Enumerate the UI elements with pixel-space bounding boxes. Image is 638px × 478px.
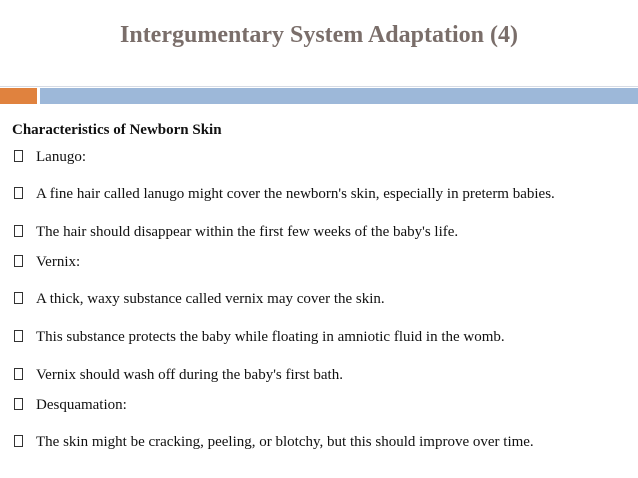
- square-bullet-icon: [14, 255, 23, 267]
- title-divider-line: [0, 86, 638, 87]
- bullet-text: The hair should disappear within the first few weeks of the baby's life.: [36, 224, 459, 240]
- square-bullet-icon: [14, 368, 23, 380]
- bullet-item: [14, 186, 555, 203]
- slide-title: Intergumentary System Adaptation (4): [120, 22, 518, 48]
- square-bullet-icon: [14, 398, 23, 410]
- bullet-item: [14, 329, 505, 346]
- accent-bar-blue: [40, 88, 638, 104]
- bullet-item: [14, 291, 385, 308]
- bullet-text: A thick, waxy substance called vernix may cover the skin.: [36, 291, 385, 307]
- square-bullet-icon: [14, 292, 23, 304]
- square-bullet-icon: [14, 150, 23, 162]
- bullet-item: [14, 367, 343, 384]
- bullet-text: Lanugo:: [36, 149, 86, 165]
- bullet-text: Vernix should wash off during the baby's first bath.: [36, 367, 343, 383]
- bullet-item: [14, 149, 86, 166]
- bullet-text: A fine hair called lanugo might cover the newborn's skin, especially in preterm babies.: [36, 186, 555, 202]
- square-bullet-icon: [14, 435, 23, 447]
- bullet-item: [14, 434, 534, 451]
- bullet-item: [14, 224, 458, 241]
- bullet-text: The skin might be cracking, peeling, or blotchy, but this should improve over time.: [36, 434, 534, 450]
- square-bullet-icon: [14, 330, 23, 342]
- square-bullet-icon: [14, 187, 23, 199]
- square-bullet-icon: [14, 225, 23, 237]
- accent-bar-orange: [0, 88, 37, 104]
- bullet-text: This substance protects the baby while floating in amniotic fluid in the womb.: [36, 329, 505, 345]
- bullet-text: Vernix:: [36, 254, 81, 270]
- bullet-item: [14, 397, 127, 414]
- section-heading: Characteristics of Newborn Skin: [12, 122, 222, 138]
- bullet-item: [14, 254, 80, 271]
- bullet-text: Desquamation:: [36, 397, 127, 413]
